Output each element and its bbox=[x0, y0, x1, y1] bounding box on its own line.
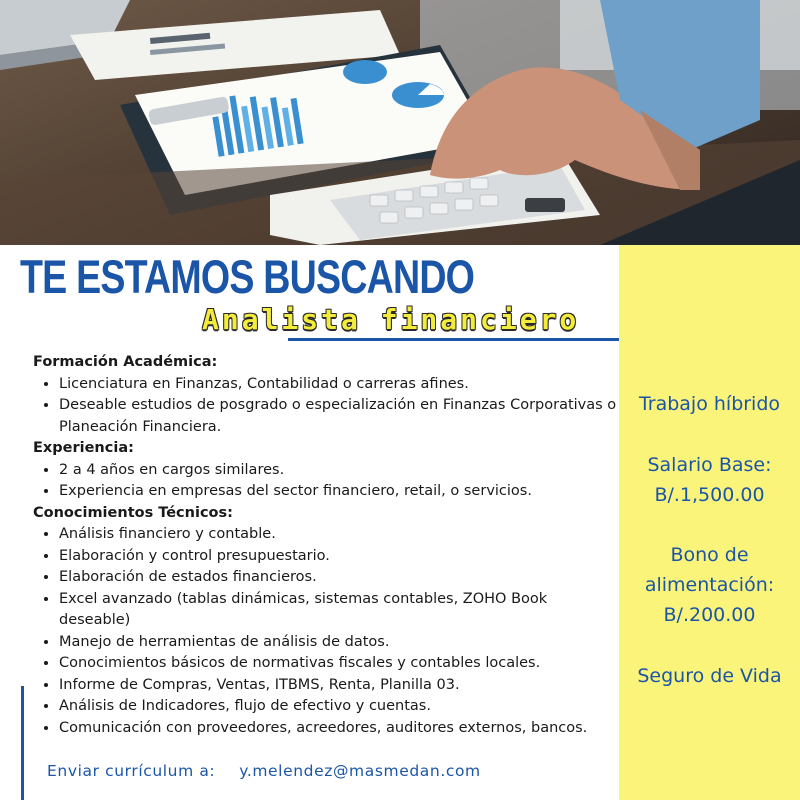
contact-line bbox=[47, 762, 481, 780]
list-item: • Excel avanzado (tablas dinámicas, sistemas contables, ZOHO Book deseable) bbox=[59, 589, 618, 632]
headline: TE ESTAMOS BUSCANDO bbox=[20, 250, 475, 303]
contact-email[interactable]: y.melendez@masmedan.com bbox=[239, 762, 481, 780]
list-item: • Elaboración y control presupuestario. bbox=[59, 546, 618, 568]
benefit-food-bonus-label-2: alimentación: bbox=[644, 574, 775, 596]
list-item: • Manejo de herramientas de análisis de datos. bbox=[59, 632, 618, 654]
education-list bbox=[33, 374, 618, 439]
hero-photo bbox=[0, 0, 800, 245]
list-item: • Licenciatura en Finanzas, Contabilidad o carreras afines. bbox=[59, 374, 618, 396]
benefit-salary-label: Salario Base: bbox=[647, 454, 772, 476]
education-heading: Formación Académica: bbox=[33, 354, 218, 370]
benefit-food-bonus-label-1: Bono de bbox=[670, 544, 749, 566]
benefit-food-bonus-value: B/.200.00 bbox=[663, 604, 756, 626]
benefit-salary-value: B/.1,500.00 bbox=[654, 484, 765, 506]
benefit-work-mode: Trabajo híbrido bbox=[638, 393, 781, 415]
list-item: • Elaboración de estados financieros. bbox=[59, 567, 618, 589]
technical-heading: Conocimientos Técnicos: bbox=[33, 504, 233, 521]
benefits-panel bbox=[619, 245, 800, 800]
list-item: • Informe de Compras, Ventas, ITBMS, Renta, Planilla 03. bbox=[59, 675, 618, 697]
list-item: • Experiencia en empresas del sector financiero, retail, o servicios. bbox=[59, 481, 618, 503]
experience-heading: Experiencia: bbox=[33, 440, 134, 456]
experience-list bbox=[33, 460, 618, 503]
benefit-insurance: Seguro de Vida bbox=[637, 665, 782, 687]
technical-list bbox=[33, 524, 618, 739]
photo-icon bbox=[0, 0, 800, 245]
list-item: • 2 a 4 años en cargos similares. bbox=[59, 460, 618, 482]
accent-rule bbox=[21, 686, 24, 800]
position-title: Analista financiero bbox=[202, 303, 580, 336]
list-item: • Conocimientos básicos de normativas fiscales y contables locales. bbox=[59, 653, 618, 675]
list-item: • Análisis financiero y contable. bbox=[59, 524, 618, 546]
requirements-section bbox=[33, 352, 618, 739]
contact-label: Enviar currículum a: bbox=[47, 762, 216, 780]
list-item: • Análisis de Indicadores, flujo de efectivo y cuentas. bbox=[59, 696, 618, 718]
list-item: • Deseable estudios de posgrado o especialización en Finanzas Corporativas o Planeación Financiera. bbox=[59, 395, 618, 438]
list-item: • Comunicación con proveedores, acreedores, auditores externos, bancos. bbox=[59, 718, 618, 740]
title-underline bbox=[288, 338, 619, 341]
